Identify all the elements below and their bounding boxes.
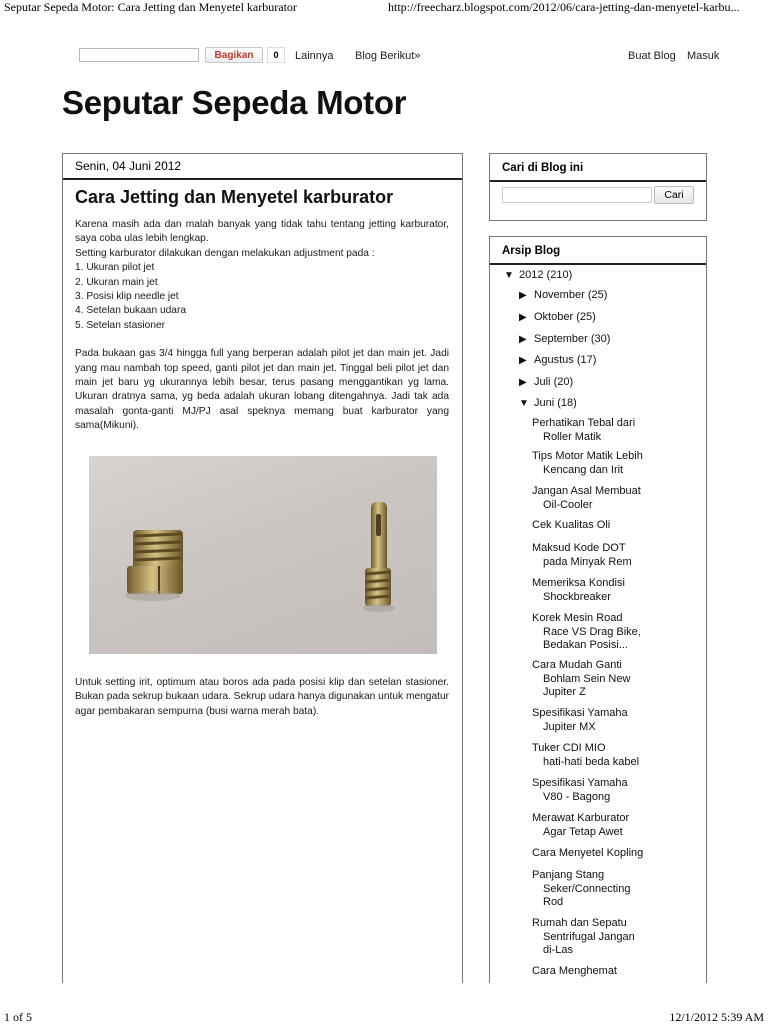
more-link[interactable]: Lainnya bbox=[295, 50, 334, 62]
archive-widget-title: Arsip Blog bbox=[490, 237, 706, 265]
list-item: 5. Setelan stasioner bbox=[75, 319, 166, 331]
archive-post-line[interactable]: pada Minyak Rem bbox=[543, 555, 632, 568]
triangle-right-icon[interactable]: ▶ bbox=[519, 312, 527, 323]
carburetor-jets-photo[interactable] bbox=[89, 456, 437, 654]
list-item: 2. Ukuran main jet bbox=[75, 276, 158, 288]
print-header-url: http://freecharz.blogspot.com/2012/06/cara-jetting-dan-menyetel-karbu... bbox=[388, 0, 740, 14]
archive-post-line[interactable]: Bedakan Posisi... bbox=[543, 639, 628, 651]
blog-search-input[interactable] bbox=[502, 187, 652, 203]
archive-post-link[interactable] bbox=[532, 417, 702, 444]
archive-post-line[interactable]: Spesifikasi Yamaha bbox=[532, 777, 628, 789]
triangle-right-icon[interactable]: ▶ bbox=[519, 355, 527, 366]
navbar-search-input[interactable] bbox=[79, 48, 199, 62]
archive-month-count: (25) bbox=[576, 311, 596, 323]
share-count: 0 bbox=[267, 47, 285, 63]
search-widget bbox=[489, 153, 707, 221]
archive-post-link[interactable] bbox=[532, 917, 702, 958]
jets-illustration bbox=[89, 456, 437, 654]
triangle-down-icon[interactable]: ▼ bbox=[504, 270, 514, 281]
blogger-navbar bbox=[0, 44, 768, 68]
post-intro: Karena masih ada dan malah banyak yang tidak tahu tentang jetting karburator, saya coba ulas lebih lengkap. bbox=[75, 219, 449, 245]
archive-post-line[interactable]: Cek Kualitas Oli bbox=[532, 519, 611, 531]
archive-month-row[interactable] bbox=[519, 376, 573, 388]
archive-post-line[interactable]: Rod bbox=[543, 896, 564, 908]
archive-post-link[interactable] bbox=[532, 869, 702, 910]
archive-post-line[interactable]: Race VS Drag Bike, bbox=[543, 625, 641, 638]
archive-month-row[interactable] bbox=[519, 354, 596, 366]
archive-post-line[interactable]: Jangan Asal Membuat bbox=[532, 485, 641, 497]
archive-month-row[interactable] bbox=[519, 333, 610, 345]
archive-post-line[interactable]: Cara Menyetel Kopling bbox=[532, 847, 644, 859]
print-date: 12/1/2012 5:39 AM bbox=[669, 1010, 764, 1024]
archive-month-count: (25) bbox=[587, 289, 608, 301]
archive-post-line[interactable]: hati-hati beda kabel bbox=[543, 755, 640, 768]
archive-post-line[interactable]: Shockbreaker bbox=[543, 590, 611, 603]
archive-post-line[interactable]: Seker/Connecting bbox=[543, 882, 631, 895]
post-paragraph-3: Untuk setting irit, optimum atau boros ada pada posisi klip dan setelan stasioner. Bukan pada sekrup bukaan udara. Sekrup udara hanya digunakan untuk mengatur agar pembakaran sempurna (busi warna merah bata). bbox=[75, 677, 449, 717]
post-paragraph-2: Pada bukaan gas 3/4 hingga full yang berperan adalah pilot jet dan main jet. Jadi yang mau nambah top speed, ganti pilot jet dan main jet. Tinggal beli pilot jet dan main jet baru yg ukurannya lebih besar, terus pasang menggantikan yg lama. Ukuran dratnya sama, yg beda adalah ukuran lobang ditengahnya. Jadi tak ada masalah gonta-ganti MJ/PJ asal speknya memang buat karburator yang sama(Mikuni). bbox=[75, 348, 449, 432]
archive-post-line[interactable]: Sentrifugal Jangan bbox=[543, 930, 635, 943]
archive-post-link[interactable] bbox=[532, 965, 702, 979]
archive-year[interactable]: 2012 bbox=[519, 269, 544, 281]
archive-post-line[interactable]: Memeriksa Kondisi bbox=[532, 577, 625, 589]
archive-month[interactable]: Juni bbox=[534, 397, 555, 409]
main-jet-shape bbox=[125, 530, 183, 601]
post-date-header: Senin, 04 Juni 2012 bbox=[63, 154, 462, 180]
archive-post-line[interactable]: Merawat Karburator bbox=[532, 812, 630, 824]
archive-month-row[interactable] bbox=[519, 311, 596, 323]
archive-post-link[interactable] bbox=[532, 485, 702, 512]
archive-post-line[interactable]: Jupiter MX bbox=[543, 720, 596, 733]
archive-month-count: (18) bbox=[557, 397, 577, 409]
sign-in-link[interactable]: Masuk bbox=[687, 50, 720, 62]
triangle-right-icon[interactable]: ▶ bbox=[519, 334, 527, 345]
archive-month[interactable]: Juli bbox=[534, 376, 551, 388]
archive-post-link[interactable] bbox=[532, 450, 702, 477]
archive-month[interactable]: September bbox=[534, 333, 588, 345]
print-page-number: 1 of 5 bbox=[4, 1010, 32, 1024]
list-item: 3. Posisi klip needle jet bbox=[75, 291, 179, 303]
archive-post-line[interactable]: Panjang Stang bbox=[532, 869, 605, 881]
archive-post-line[interactable]: Spesifikasi Yamaha bbox=[532, 707, 628, 719]
archive-post-link[interactable] bbox=[532, 659, 702, 700]
archive-widget bbox=[489, 236, 707, 983]
archive-year-count: (210) bbox=[546, 269, 573, 281]
archive-post-link[interactable] bbox=[532, 847, 702, 861]
blog-search-button[interactable]: Cari bbox=[654, 186, 694, 204]
archive-post-link[interactable] bbox=[532, 542, 702, 569]
archive-post-line[interactable]: Bohlam Sein New bbox=[543, 672, 631, 685]
share-button[interactable]: Bagikan bbox=[205, 47, 263, 63]
print-header-title: Seputar Sepeda Motor: Cara Jetting dan Menyetel karburator bbox=[4, 0, 297, 14]
archive-post-link[interactable] bbox=[532, 519, 702, 533]
archive-post-line[interactable]: Cara Menghemat bbox=[532, 965, 617, 977]
archive-post-line[interactable]: Kencang dan Irit bbox=[543, 463, 624, 476]
archive-post-link[interactable] bbox=[532, 612, 702, 653]
post-body bbox=[75, 218, 449, 434]
archive-post-link[interactable] bbox=[532, 742, 702, 769]
next-blog-link[interactable]: Blog Berikut» bbox=[355, 50, 421, 62]
archive-post-line[interactable]: Jupiter Z bbox=[543, 686, 586, 698]
archive-post-link[interactable] bbox=[532, 577, 702, 604]
main-post-column bbox=[62, 153, 463, 983]
triangle-right-icon[interactable]: ▶ bbox=[519, 377, 527, 388]
archive-year-row[interactable] bbox=[504, 269, 572, 281]
list-item: 4. Setelan bukaan udara bbox=[75, 305, 187, 317]
post-setting-line: Setting karburator dilakukan dengan melakukan adjustment pada : bbox=[75, 247, 375, 259]
triangle-right-icon[interactable]: ▶ bbox=[519, 290, 527, 301]
archive-post-line[interactable]: Perhatikan Tebal dari bbox=[532, 417, 636, 429]
archive-post-line[interactable]: Korek Mesin Road bbox=[532, 612, 623, 624]
archive-post-line[interactable]: Cara Mudah Ganti bbox=[532, 659, 622, 671]
archive-month-row[interactable] bbox=[519, 289, 607, 301]
archive-post-line[interactable]: Agar Tetap Awet bbox=[543, 825, 623, 838]
archive-post-line[interactable]: V80 - Bagong bbox=[543, 790, 611, 803]
create-blog-link[interactable]: Buat Blog bbox=[628, 50, 676, 62]
archive-post-line[interactable]: di-Las bbox=[543, 944, 573, 956]
archive-post-line[interactable]: Roller Matik bbox=[543, 430, 602, 443]
archive-post-link[interactable] bbox=[532, 707, 702, 734]
archive-post-line[interactable]: Tips Motor Matik Lebih bbox=[532, 450, 643, 462]
archive-post-line[interactable]: Tuker CDI MIO bbox=[532, 742, 606, 754]
search-widget-title: Cari di Blog ini bbox=[490, 154, 706, 182]
archive-month-count: (17) bbox=[576, 354, 597, 366]
post-title[interactable]: Cara Jetting dan Menyetel karburator bbox=[75, 187, 394, 207]
archive-post-line[interactable]: Oil-Cooler bbox=[543, 498, 593, 511]
archive-post-line[interactable]: Rumah dan Sepatu bbox=[532, 917, 627, 929]
archive-month[interactable]: Agustus bbox=[534, 354, 574, 366]
archive-month-count: (30) bbox=[590, 333, 611, 345]
archive-month-count: (20) bbox=[553, 376, 574, 388]
archive-month[interactable]: Oktober bbox=[534, 311, 574, 323]
triangle-down-icon[interactable]: ▼ bbox=[519, 398, 529, 409]
archive-month[interactable]: November bbox=[534, 289, 585, 301]
list-item: 1. Ukuran pilot jet bbox=[75, 262, 155, 274]
blog-title[interactable]: Seputar Sepeda Motor bbox=[62, 84, 407, 121]
pilot-jet-shape bbox=[363, 502, 395, 612]
archive-month-row-open[interactable] bbox=[519, 397, 577, 409]
archive-post-line[interactable]: Maksud Kode DOT bbox=[532, 542, 626, 554]
archive-post-link[interactable] bbox=[532, 812, 702, 839]
archive-post-link[interactable] bbox=[532, 777, 702, 804]
